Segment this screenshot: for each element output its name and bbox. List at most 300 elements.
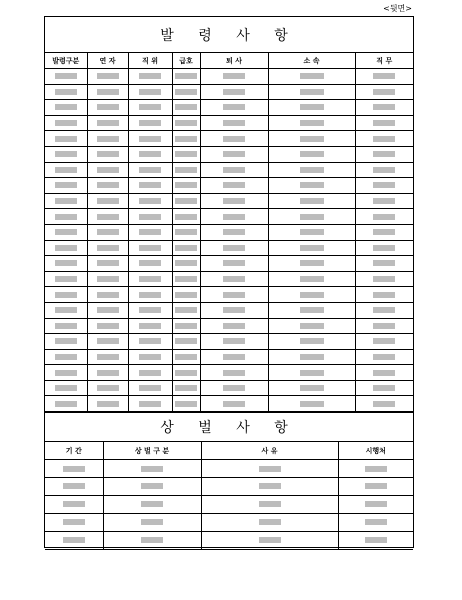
appointment-cell[interactable]: [45, 302, 87, 318]
appointment-cell[interactable]: [128, 302, 172, 318]
appointment-cell[interactable]: [355, 271, 413, 287]
empty-value-placeholder: [175, 73, 197, 79]
appointment-cell[interactable]: [45, 115, 87, 131]
appointment-cell[interactable]: [87, 162, 128, 178]
appointment-cell[interactable]: [268, 271, 355, 287]
appointment-cell[interactable]: [45, 146, 87, 162]
award-header-cell: 기 간: [45, 442, 103, 460]
empty-value-placeholder: [97, 198, 119, 204]
empty-value-placeholder: [139, 198, 161, 204]
appointment-row: [45, 256, 413, 272]
award-cell[interactable]: [45, 513, 103, 531]
appointment-cell[interactable]: [268, 209, 355, 225]
award-cell[interactable]: [103, 513, 201, 531]
appointment-row: [45, 224, 413, 240]
award-cell[interactable]: [201, 477, 338, 495]
appointment-cell[interactable]: [45, 224, 87, 240]
appointment-cell[interactable]: [355, 146, 413, 162]
appointment-cell[interactable]: [128, 287, 172, 303]
empty-value-placeholder: [97, 104, 119, 110]
empty-value-placeholder: [141, 537, 163, 543]
appointment-cell[interactable]: [45, 69, 87, 85]
empty-value-placeholder: [300, 167, 324, 173]
award-cell[interactable]: [45, 460, 103, 478]
empty-value-placeholder: [63, 519, 85, 525]
appointment-cell[interactable]: [45, 209, 87, 225]
appointment-cell[interactable]: [45, 349, 87, 365]
empty-value-placeholder: [97, 276, 119, 282]
appointment-cell[interactable]: [87, 178, 128, 194]
appointment-cell[interactable]: [268, 349, 355, 365]
appointment-cell[interactable]: [128, 178, 172, 194]
empty-value-placeholder: [55, 229, 77, 235]
appointment-cell[interactable]: [87, 193, 128, 209]
empty-value-placeholder: [223, 354, 245, 360]
appointment-header-cell: 급호: [172, 53, 200, 69]
empty-value-placeholder: [139, 120, 161, 126]
appointment-cell[interactable]: [355, 84, 413, 100]
empty-value-placeholder: [223, 89, 245, 95]
empty-value-placeholder: [259, 466, 281, 472]
empty-value-placeholder: [55, 167, 77, 173]
appointment-cell[interactable]: [87, 318, 128, 334]
appointment-cell[interactable]: [200, 209, 268, 225]
appointment-cell[interactable]: [87, 287, 128, 303]
award-header-row: [45, 442, 413, 460]
appointment-cell[interactable]: [45, 178, 87, 194]
appointment-cell[interactable]: [268, 334, 355, 350]
appointment-cell[interactable]: [87, 334, 128, 350]
appointment-cell[interactable]: [200, 302, 268, 318]
empty-value-placeholder: [300, 229, 324, 235]
appointment-cell[interactable]: [200, 146, 268, 162]
empty-value-placeholder: [97, 120, 119, 126]
empty-value-placeholder: [373, 136, 395, 142]
appointment-cell[interactable]: [172, 146, 200, 162]
empty-value-placeholder: [223, 136, 245, 142]
award-header-cell: 시행처: [338, 442, 413, 460]
appointment-cell[interactable]: [200, 318, 268, 334]
empty-value-placeholder: [175, 338, 197, 344]
appointment-cell[interactable]: [172, 287, 200, 303]
appointment-cell[interactable]: [355, 162, 413, 178]
appointment-cell[interactable]: [200, 100, 268, 116]
appointment-cell[interactable]: [200, 84, 268, 100]
appointment-cell[interactable]: [268, 162, 355, 178]
appointment-cell[interactable]: [355, 256, 413, 272]
empty-value-placeholder: [175, 354, 197, 360]
empty-value-placeholder: [223, 245, 245, 251]
appointment-cell[interactable]: [355, 209, 413, 225]
empty-value-placeholder: [139, 73, 161, 79]
appointment-cell[interactable]: [355, 302, 413, 318]
empty-value-placeholder: [139, 89, 161, 95]
appointment-cell[interactable]: [268, 131, 355, 147]
award-header-cell: 상 벌 구 분: [103, 442, 201, 460]
appointment-cell[interactable]: [172, 256, 200, 272]
appointment-cell[interactable]: [200, 193, 268, 209]
appointment-cell[interactable]: [128, 334, 172, 350]
empty-value-placeholder: [139, 354, 161, 360]
appointment-cell[interactable]: [128, 115, 172, 131]
appointment-cell[interactable]: [268, 193, 355, 209]
empty-value-placeholder: [300, 245, 324, 251]
appointment-cell[interactable]: [87, 396, 128, 412]
empty-value-placeholder: [223, 323, 245, 329]
appointment-cell[interactable]: [87, 256, 128, 272]
appointment-cell[interactable]: [172, 84, 200, 100]
empty-value-placeholder: [300, 198, 324, 204]
appointment-cell[interactable]: [87, 380, 128, 396]
empty-value-placeholder: [300, 401, 324, 407]
award-cell[interactable]: [45, 531, 103, 549]
empty-value-placeholder: [55, 89, 77, 95]
appointment-cell[interactable]: [128, 380, 172, 396]
appointment-row: [45, 69, 413, 85]
appointment-cell[interactable]: [128, 365, 172, 381]
empty-value-placeholder: [223, 260, 245, 266]
appointment-cell[interactable]: [172, 365, 200, 381]
appointment-cell[interactable]: [172, 209, 200, 225]
empty-value-placeholder: [97, 292, 119, 298]
award-row: [45, 513, 413, 531]
appointment-cell[interactable]: [200, 287, 268, 303]
empty-value-placeholder: [365, 501, 387, 507]
personnel-form: [44, 16, 414, 548]
empty-value-placeholder: [259, 519, 281, 525]
empty-value-placeholder: [175, 151, 197, 157]
empty-value-placeholder: [97, 73, 119, 79]
appointment-cell[interactable]: [87, 146, 128, 162]
appointment-cell[interactable]: [268, 146, 355, 162]
appointment-cell[interactable]: [87, 302, 128, 318]
appointment-cell[interactable]: [128, 240, 172, 256]
appointment-cell[interactable]: [128, 271, 172, 287]
appointment-cell[interactable]: [172, 69, 200, 85]
appointment-cell[interactable]: [268, 396, 355, 412]
empty-value-placeholder: [175, 401, 197, 407]
award-cell[interactable]: [103, 495, 201, 513]
appointment-cell[interactable]: [87, 271, 128, 287]
appointment-row: [45, 365, 413, 381]
appointment-cell[interactable]: [128, 162, 172, 178]
award-cell[interactable]: [201, 495, 338, 513]
appointment-cell[interactable]: [355, 380, 413, 396]
appointment-cell[interactable]: [200, 69, 268, 85]
appointment-cell[interactable]: [200, 224, 268, 240]
appointment-cell[interactable]: [45, 365, 87, 381]
appointment-cell[interactable]: [200, 380, 268, 396]
appointment-cell[interactable]: [128, 256, 172, 272]
appointment-row: [45, 380, 413, 396]
appointment-cell[interactable]: [45, 287, 87, 303]
appointment-header-cell: 연 자: [87, 53, 128, 69]
appointment-cell[interactable]: [172, 115, 200, 131]
appointment-cell[interactable]: [200, 365, 268, 381]
appointment-cell[interactable]: [268, 240, 355, 256]
award-cell[interactable]: [338, 495, 413, 513]
appointment-cell[interactable]: [268, 100, 355, 116]
appointment-cell[interactable]: [172, 193, 200, 209]
empty-value-placeholder: [175, 229, 197, 235]
empty-value-placeholder: [223, 104, 245, 110]
appointment-cell[interactable]: [45, 131, 87, 147]
award-cell[interactable]: [103, 531, 201, 549]
award-table: [45, 442, 413, 549]
appointment-cell[interactable]: [355, 178, 413, 194]
appointment-cell[interactable]: [200, 131, 268, 147]
empty-value-placeholder: [300, 276, 324, 282]
appointment-cell[interactable]: [87, 84, 128, 100]
award-cell[interactable]: [103, 460, 201, 478]
empty-value-placeholder: [55, 292, 77, 298]
empty-value-placeholder: [175, 89, 197, 95]
empty-value-placeholder: [55, 214, 77, 220]
empty-value-placeholder: [55, 182, 77, 188]
appointment-cell[interactable]: [128, 193, 172, 209]
empty-value-placeholder: [373, 151, 395, 157]
empty-value-placeholder: [175, 307, 197, 313]
award-cell[interactable]: [103, 477, 201, 495]
empty-value-placeholder: [139, 260, 161, 266]
appointment-cell[interactable]: [200, 178, 268, 194]
appointment-cell[interactable]: [87, 349, 128, 365]
appointment-cell[interactable]: [172, 224, 200, 240]
appointment-cell[interactable]: [268, 302, 355, 318]
empty-value-placeholder: [139, 151, 161, 157]
empty-value-placeholder: [55, 104, 77, 110]
appointment-cell[interactable]: [87, 365, 128, 381]
appointment-cell[interactable]: [128, 396, 172, 412]
appointment-cell[interactable]: [355, 69, 413, 85]
empty-value-placeholder: [223, 182, 245, 188]
empty-value-placeholder: [97, 182, 119, 188]
appointment-cell[interactable]: [45, 334, 87, 350]
appointment-cell[interactable]: [128, 224, 172, 240]
appointment-cell[interactable]: [45, 240, 87, 256]
empty-value-placeholder: [55, 136, 77, 142]
empty-value-placeholder: [365, 483, 387, 489]
empty-value-placeholder: [373, 307, 395, 313]
appointment-cell[interactable]: [128, 84, 172, 100]
appointment-cell[interactable]: [200, 240, 268, 256]
appointment-cell[interactable]: [45, 100, 87, 116]
empty-value-placeholder: [97, 214, 119, 220]
appointment-header-cell: 직 무: [355, 53, 413, 69]
appointment-cell[interactable]: [200, 256, 268, 272]
appointment-cell[interactable]: [200, 396, 268, 412]
appointment-cell[interactable]: [172, 318, 200, 334]
award-cell[interactable]: [338, 477, 413, 495]
empty-value-placeholder: [223, 151, 245, 157]
award-cell[interactable]: [45, 495, 103, 513]
appointment-section-title: 발 령 사 항: [45, 17, 413, 53]
empty-value-placeholder: [300, 354, 324, 360]
empty-value-placeholder: [223, 198, 245, 204]
award-cell[interactable]: [201, 513, 338, 531]
appointment-cell[interactable]: [355, 193, 413, 209]
empty-value-placeholder: [300, 323, 324, 329]
appointment-cell[interactable]: [172, 334, 200, 350]
appointment-cell[interactable]: [128, 100, 172, 116]
award-cell[interactable]: [338, 460, 413, 478]
appointment-cell[interactable]: [268, 115, 355, 131]
empty-value-placeholder: [63, 483, 85, 489]
appointment-cell[interactable]: [268, 318, 355, 334]
empty-value-placeholder: [55, 354, 77, 360]
empty-value-placeholder: [223, 276, 245, 282]
appointment-cell[interactable]: [45, 396, 87, 412]
appointment-header-cell: 소 속: [268, 53, 355, 69]
empty-value-placeholder: [55, 385, 77, 391]
appointment-cell[interactable]: [268, 84, 355, 100]
empty-value-placeholder: [141, 501, 163, 507]
appointment-cell[interactable]: [268, 287, 355, 303]
appointment-cell[interactable]: [45, 318, 87, 334]
empty-value-placeholder: [97, 136, 119, 142]
empty-value-placeholder: [63, 466, 85, 472]
appointment-cell[interactable]: [268, 224, 355, 240]
empty-value-placeholder: [139, 182, 161, 188]
appointment-cell[interactable]: [45, 193, 87, 209]
empty-value-placeholder: [373, 120, 395, 126]
appointment-cell[interactable]: [355, 224, 413, 240]
empty-value-placeholder: [55, 73, 77, 79]
appointment-cell[interactable]: [45, 380, 87, 396]
award-cell[interactable]: [45, 477, 103, 495]
appointment-cell[interactable]: [87, 209, 128, 225]
appointment-cell[interactable]: [45, 84, 87, 100]
empty-value-placeholder: [97, 245, 119, 251]
empty-value-placeholder: [373, 370, 395, 376]
appointment-cell[interactable]: [172, 271, 200, 287]
appointment-cell[interactable]: [128, 349, 172, 365]
appointment-cell[interactable]: [172, 380, 200, 396]
empty-value-placeholder: [300, 182, 324, 188]
empty-value-placeholder: [97, 260, 119, 266]
appointment-cell[interactable]: [45, 256, 87, 272]
empty-value-placeholder: [373, 323, 395, 329]
award-section-title: 상 벌 사 항: [45, 412, 413, 442]
appointment-cell[interactable]: [268, 178, 355, 194]
empty-value-placeholder: [175, 276, 197, 282]
appointment-cell[interactable]: [172, 240, 200, 256]
appointment-cell[interactable]: [200, 162, 268, 178]
empty-value-placeholder: [300, 104, 324, 110]
empty-value-placeholder: [223, 229, 245, 235]
empty-value-placeholder: [175, 120, 197, 126]
appointment-cell[interactable]: [268, 365, 355, 381]
appointment-cell[interactable]: [87, 224, 128, 240]
appointment-cell[interactable]: [200, 334, 268, 350]
empty-value-placeholder: [300, 260, 324, 266]
empty-value-placeholder: [139, 214, 161, 220]
appointment-cell[interactable]: [172, 396, 200, 412]
appointment-cell[interactable]: [128, 69, 172, 85]
appointment-cell[interactable]: [128, 131, 172, 147]
appointment-cell[interactable]: [172, 349, 200, 365]
empty-value-placeholder: [223, 401, 245, 407]
empty-value-placeholder: [55, 120, 77, 126]
appointment-row: [45, 162, 413, 178]
empty-value-placeholder: [139, 370, 161, 376]
appointment-cell[interactable]: [355, 100, 413, 116]
empty-value-placeholder: [63, 537, 85, 543]
empty-value-placeholder: [223, 120, 245, 126]
empty-value-placeholder: [223, 214, 245, 220]
empty-value-placeholder: [55, 260, 77, 266]
empty-value-placeholder: [223, 292, 245, 298]
appointment-cell[interactable]: [355, 287, 413, 303]
award-cell[interactable]: [338, 531, 413, 549]
appointment-cell[interactable]: [268, 69, 355, 85]
appointment-cell[interactable]: [87, 100, 128, 116]
empty-value-placeholder: [300, 73, 324, 79]
award-cell[interactable]: [338, 513, 413, 531]
award-row: [45, 460, 413, 478]
empty-value-placeholder: [259, 483, 281, 489]
appointment-cell[interactable]: [355, 240, 413, 256]
appointment-cell[interactable]: [355, 396, 413, 412]
appointment-cell[interactable]: [172, 131, 200, 147]
empty-value-placeholder: [365, 519, 387, 525]
appointment-cell[interactable]: [200, 271, 268, 287]
appointment-cell[interactable]: [45, 162, 87, 178]
appointment-cell[interactable]: [355, 334, 413, 350]
appointment-cell[interactable]: [45, 271, 87, 287]
appointment-cell[interactable]: [172, 100, 200, 116]
appointment-header-cell: 발령구분: [45, 53, 87, 69]
appointment-cell[interactable]: [268, 256, 355, 272]
appointment-cell[interactable]: [128, 146, 172, 162]
appointment-cell[interactable]: [87, 131, 128, 147]
appointment-cell[interactable]: [172, 302, 200, 318]
appointment-cell[interactable]: [355, 365, 413, 381]
appointment-cell[interactable]: [268, 380, 355, 396]
award-cell[interactable]: [201, 460, 338, 478]
empty-value-placeholder: [55, 323, 77, 329]
appointment-cell[interactable]: [87, 69, 128, 85]
empty-value-placeholder: [373, 292, 395, 298]
empty-value-placeholder: [175, 245, 197, 251]
empty-value-placeholder: [300, 370, 324, 376]
empty-value-placeholder: [223, 73, 245, 79]
appointment-cell[interactable]: [87, 115, 128, 131]
empty-value-placeholder: [139, 323, 161, 329]
appointment-cell[interactable]: [172, 162, 200, 178]
empty-value-placeholder: [55, 276, 77, 282]
appointment-cell[interactable]: [172, 178, 200, 194]
appointment-cell[interactable]: [200, 349, 268, 365]
empty-value-placeholder: [223, 307, 245, 313]
empty-value-placeholder: [97, 385, 119, 391]
empty-value-placeholder: [373, 385, 395, 391]
empty-value-placeholder: [365, 537, 387, 543]
appointment-cell[interactable]: [355, 349, 413, 365]
appointment-cell[interactable]: [87, 240, 128, 256]
empty-value-placeholder: [300, 292, 324, 298]
appointment-cell[interactable]: [128, 209, 172, 225]
appointment-cell[interactable]: [128, 318, 172, 334]
award-row: [45, 531, 413, 549]
appointment-cell[interactable]: [200, 115, 268, 131]
appointment-cell[interactable]: [355, 318, 413, 334]
appointment-cell[interactable]: [355, 115, 413, 131]
appointment-cell[interactable]: [355, 131, 413, 147]
award-cell[interactable]: [201, 531, 338, 549]
appointment-row: [45, 302, 413, 318]
award-row: [45, 495, 413, 513]
